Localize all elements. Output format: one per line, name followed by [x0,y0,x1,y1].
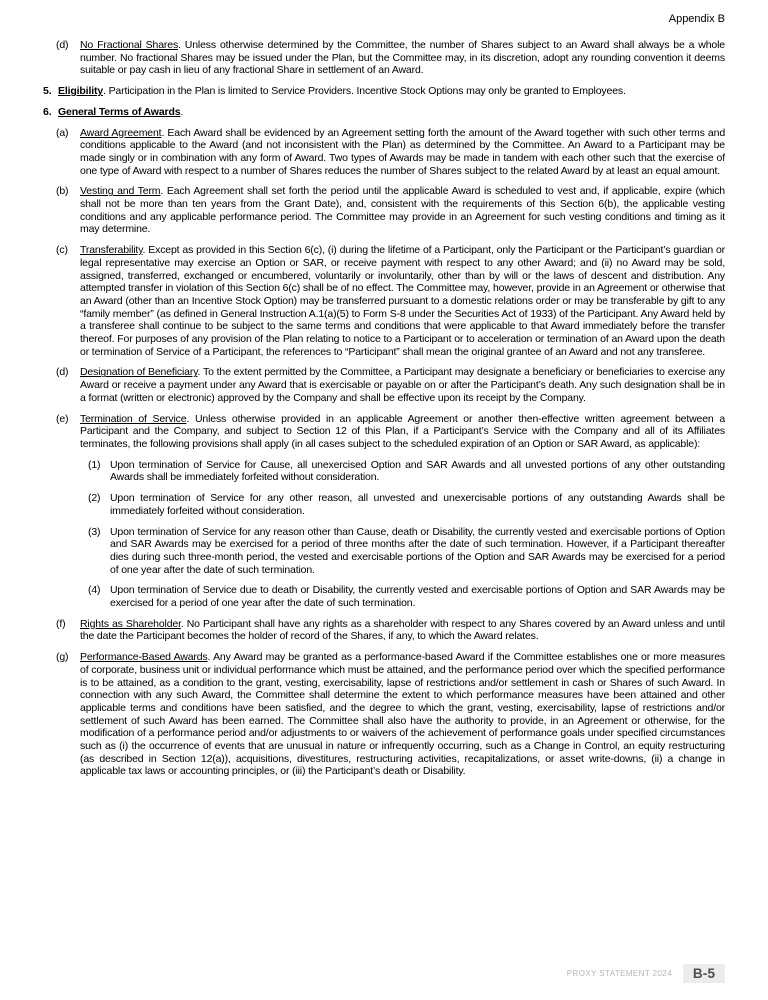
paragraph-label: (1) [88,458,101,471]
paragraph-text: Termination of Service. Unless otherwise provided in an applicable Agreement or another then-effective written agreement between a Participant and the Company, and subject to Section 12 of this Plan, if a Participant’s Service with the Company and all of its Affiliates terminates, the following provisions shall apply (in all cases subject to the scheduled expiration of an Option or SAR Award, as applicable): [80,412,726,450]
paragraph-text: Upon termination of Service for any reason other than Cause, death or Disability, the currently vested and exercisable portions of Option and SAR Awards may be exercised for a period of three months after the date of such termination. However, if a Participant thereafter dies during such three-month period, the vested and exercisable portions of the Option and SAR Awards may be exercised for a period of one year after the date of such termination. [110,525,725,576]
footer-page-number-badge: B-5 [683,964,725,983]
appendix-label: Appendix B [668,13,725,25]
paragraph-label: (b) [56,185,69,198]
paragraph-label: (d) [56,39,69,51]
paragraph-text: Upon termination of Service due to death or Disability, the currently vested and exercisable portions of Option and SAR Awards may be exercised for a period of one year after the date of such termination. [110,584,725,610]
paragraph-label: (3) [88,525,101,538]
footer-proxy-statement-label: PROXY STATEMENT 2024 [566,969,672,978]
paragraph-label: (d) [56,366,69,379]
paragraph-item-g [43,651,725,778]
paragraph-item-2 [43,492,725,517]
paragraph-label: (f) [56,617,66,630]
paragraph-item-c [43,244,725,358]
paragraph-heading: General Terms of Awards [58,105,181,118]
paragraph-item-f [43,618,725,643]
paragraph-item-b [43,185,725,236]
paragraph-item-d [43,39,725,77]
paragraph-label: 6. [43,105,52,118]
paragraph-item-6 [43,106,725,119]
paragraph-text: Eligibility. Participation in the Plan is limited to Service Providers. Incentive Stock Options may only be granted to Employees. [58,85,626,98]
paragraph-heading: Vesting and Term [80,185,161,198]
paragraph-item-4 [43,584,725,609]
paragraph-heading: Termination of Service [80,412,187,425]
paragraph-label: 5. [43,85,52,98]
paragraph-text: Vesting and Term. Each Agreement shall set forth the period until the applicable Award is scheduled to vest and, if applicable, expire (which shall not be more than ten years from the Grant Date), and, consistent with the requirements of this Section 6(b), the applicable vesting conditions and any applicable performance period. The Committee may provide in an Agreement for such vesting conditions and timing as it may determine. [80,185,725,236]
paragraph-text: Performance-Based Awards. Any Award may be granted as a performance-based Award if the Committee establishes one or more measures of corporate, business unit or individual performance which must be attained, and the performance period over which the specified performance is to be attained, as a condition to the grant, vesting, exercisability, lapse of restrictions and/or settlement in cash or Shares of such Award. In connection with any such Award, the Committee shall determine the extent to which performance measures have been attained and other applicable terms and conditions have been satisfied, and the degree to which the grant, vesting, exercisability, lapse of restrictions and/or settlement of such Award has been earned. The Committee shall also have the authority to provide, in an Agreement or otherwise, for the modification of a performance period and/or adjustments to or waivers of the achievement of performance goals under specified circumstances such as (i) the occurrence of events that are unusual in nature or infrequently occurring, such as a Change in Control, an equity restructuring (as described in Section 12(a)), acquisitions, divestitures, restructuring activities, recapitalizations, or asset write-downs, (ii) a change in applicable tax laws or accounting principles, or (iii) the Participant’s death or Disability. [80,651,725,778]
paragraph-item-3 [43,526,725,577]
paragraph-heading: Performance-Based Awards [80,651,208,664]
paragraph-item-5 [43,85,725,98]
document-content [43,39,725,786]
paragraph-heading: Award Agreement [80,126,162,139]
paragraph-text: Designation of Beneficiary. To the extent permitted by the Committee, a Participant may designate a beneficiary or beneficiaries to exercise any Award or receive a payment under any Award that is exercisable or payable on or after the Participant’s death. Any such designation shall be in a format (written or electronic) approved by the Company and shall be effective upon its receipt by the Company. [80,366,725,404]
paragraph-label: (e) [56,412,69,425]
paragraph-label: (c) [56,244,68,257]
paragraph-heading: Transferability [80,244,143,257]
page-header [669,13,725,25]
paragraph-label: (a) [56,126,69,139]
paragraph-item-e [43,413,725,451]
paragraph-label: (2) [88,492,101,505]
paragraph-text: Upon termination of Service for any other reason, all unvested and unexercisable portions of any outstanding Awards shall be immediately forfeited without consideration. [110,492,725,517]
paragraph-text: Rights as Shareholder. No Participant shall have any rights as a shareholder with respect to any Shares covered by an Award unless and until the date the Participant becomes the holder of record of the Shares, if any, to which the Award relates. [80,617,725,643]
paragraph-text: Transferability. Except as provided in this Section 6(c), (i) during the lifetime of a Participant, only the Participant or the Participant’s guardian or legal representative may exercise an Option or SAR, or receive payment with respect to any other Award; and (ii) no Award may be sold, assigned, transferred, exchanged or encumbered, voluntarily or involuntarily, other than by will or the laws of descent and distribution. Any attempted transfer in violation of this Section 6(c) shall be of no effect. The Committee may, however, provide in an Agreement or otherwise that an Award (other than an Incentive Stock Option) may be transferred pursuant to a domestic relations order or may be transferable by gift to any “family member” (as defined in General Instruction A.1(a)(5) to Form S-8 under the Securities Act of 1933) of the Participant. Any Award held by a transferee shall continue to be subject to the same terms and conditions that were applicable to that Award immediately before the transfer thereof. For purposes of any provision of the Plan relating to notice to a Participant or to acceleration or termination of an Award upon the death or termination of Service of a Participant, the references to “Participant” shall mean the original grantee of an Award and not any transferee. [80,244,725,358]
paragraph-text: No Fractional Shares. Unless otherwise determined by the Committee, the number of Shares subject to an Award shall always be a whole number. No fractional Shares may be issued under the Plan, but the Committee may, in its discretion, adopt any rounding convention it deems suitable or pay cash in lieu of any fractional Share in settlement of an Award. [80,39,725,77]
paragraph-heading: No Fractional Shares [80,39,179,51]
paragraph-text: General Terms of Awards. [58,105,184,118]
paragraph-heading: Designation of Beneficiary [80,366,198,379]
paragraph-heading: Eligibility [58,85,104,98]
paragraph-item-a [43,127,725,178]
paragraph-text: Upon termination of Service for Cause, all unexercised Option and SAR Awards and all unvested portions of any other outstanding Awards shall be immediately forfeited without consideration. [110,458,725,484]
paragraph-item-d [43,366,725,404]
paragraph-label: (4) [88,584,101,597]
paragraph-text: Award Agreement. Each Award shall be evidenced by an Agreement setting forth the amount of the Award together with such other terms and conditions applicable to the Award (and not inconsistent with the Plan) as determined by the Committee. An Award to a Participant may be made singly or in combination with any form of Award. Two types of Awards may be made in tandem with each other such that the exercise of one type of Award with respect to a number of Shares reduces the number of Shares subject to the related Award by at least an equal amount. [80,126,726,177]
paragraph-heading: Rights as Shareholder [80,617,181,630]
page-footer [567,964,725,983]
paragraph-item-1 [43,459,725,484]
paragraph-label: (g) [56,651,69,664]
